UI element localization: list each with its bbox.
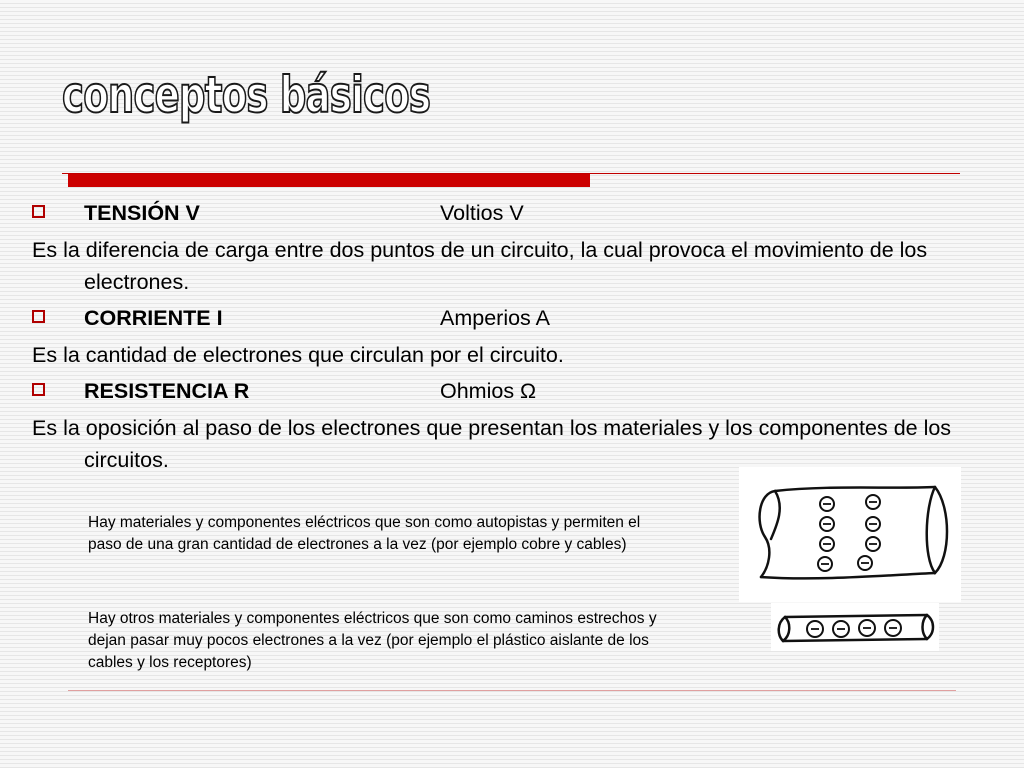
term-label: TENSIÓN V	[84, 201, 200, 225]
note-wide-conductor: Hay materiales y componentes eléctricos que son como autopistas y permiten el paso de una gran cantidad de electrones a la vez (por ejemplo cobre y cables)	[88, 514, 641, 553]
bullet-resistencia	[32, 375, 1007, 407]
content-body	[32, 197, 1007, 480]
narrow-pipe-electrons-icon	[771, 603, 939, 651]
unit-label: Voltios V	[440, 201, 524, 225]
narrow-conductor-illustration	[771, 603, 939, 651]
wide-conductor-illustration	[739, 467, 961, 602]
bullet-tension	[32, 197, 1007, 229]
page-title: conceptos básicos	[62, 66, 431, 124]
note-narrow-conductor: Hay otros materiales y componentes eléctricos que son como caminos estrechos y dejan pasar muy pocos electrones a la vez (por ejemplo el plástico aislante de los cables y los receptores)	[88, 610, 657, 671]
description-paragraph: Es la diferencia de carga entre dos puntos de un circuito, la cual provoca el movimiento de los electrones.	[32, 238, 928, 294]
unit-label: Ohmios Ω	[440, 379, 537, 403]
checkbox-bullet-icon	[32, 310, 45, 323]
description-paragraph: Es la cantidad de electrones que circulan por el circuito.	[32, 343, 564, 367]
unit-label: Amperios A	[440, 306, 550, 330]
description-paragraph: Es la oposición al paso de los electrones que presentan los materiales y los componentes de los circuitos.	[32, 416, 952, 472]
bullet-corriente	[32, 302, 1007, 334]
checkbox-bullet-icon	[32, 205, 45, 218]
wide-pipe-electrons-icon	[739, 467, 961, 602]
checkbox-bullet-icon	[32, 383, 45, 396]
title-underline-thick	[68, 174, 590, 187]
footer-divider	[68, 690, 956, 691]
term-label: CORRIENTE I	[84, 306, 223, 330]
term-label: RESISTENCIA R	[84, 379, 250, 403]
